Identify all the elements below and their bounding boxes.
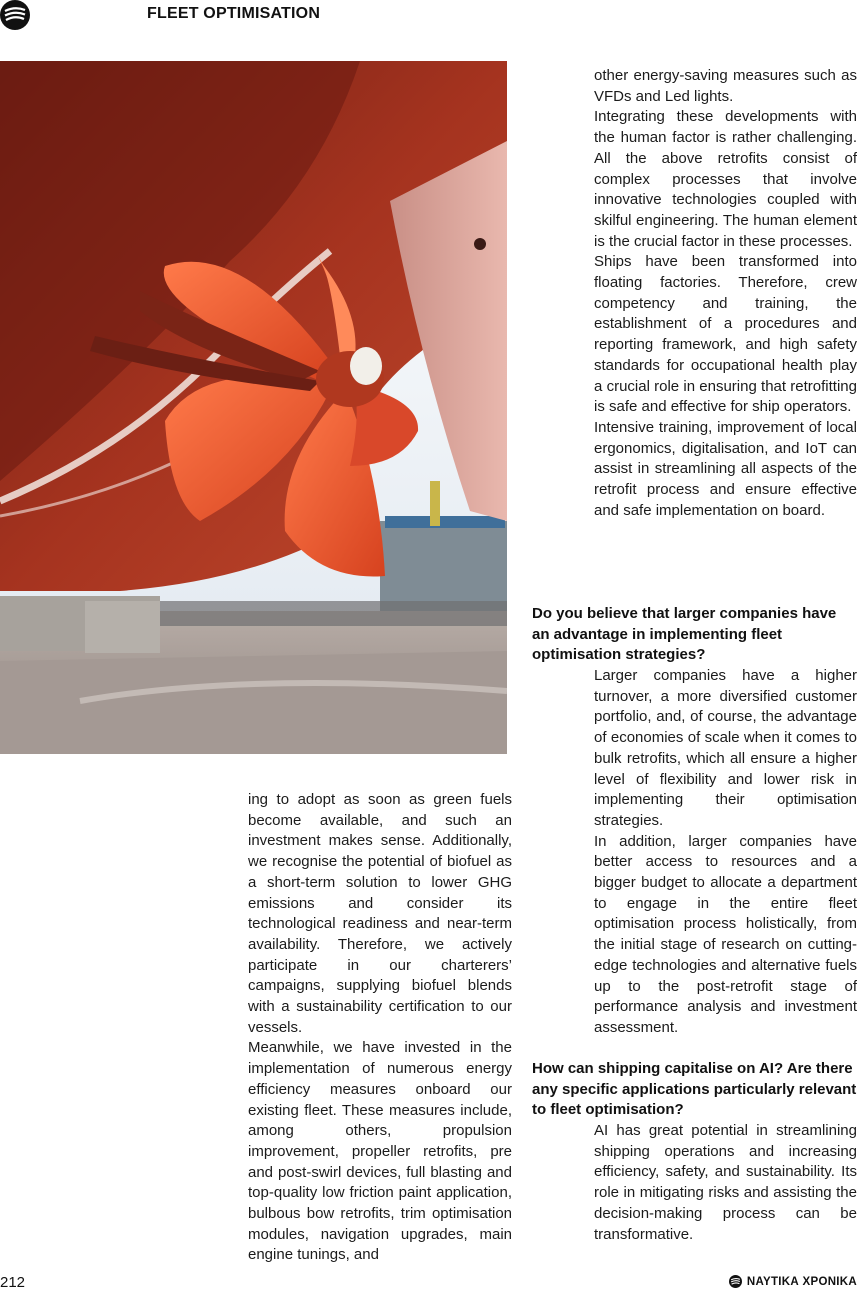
right-column	[594, 66, 857, 521]
body-paragraph: ing to adopt as soon as green fuels become available, and such an investment makes sense. Additionally, we recognise the potential of biofuel as a short-term solution to lower GHG emissions and consider its technological readiness and near-term availability. Therefore, we actively participate in our charterers’ campaigns, supplying biofuel blends with a sustainability certification to our vessels.	[248, 791, 512, 1036]
wave-logo-icon	[0, 0, 30, 30]
propeller-photo	[0, 61, 507, 754]
body-paragraph: Meanwhile, we have invested in the implementation of numerous energy efficiency measures onboard our existing fleet. These measures include, among others, propulsion improvement, propeller retrofits, pre and post-swirl devices, full blasting and top-quality low friction paint application, bulbous bow retrofits, trim optimisation modules, navigation upgrades, main engine tunings, and	[248, 1039, 512, 1264]
body-paragraph: other energy-saving measures such as VFDs and Led lights.	[594, 67, 857, 105]
interview-question: Do you believe that larger companies have an advantage in implementing fleet optimisation strategies?	[532, 605, 837, 664]
interview-question: How can shipping capitalise on AI? Are there any specific applications particularly relevant to fleet optimisation?	[532, 1060, 857, 1119]
interview-answer	[594, 666, 857, 1039]
body-paragraph: Intensive training, improvement of local ergonomics, digitalisation, and IoT can assist in streamlining all aspects of the retrofit process and ensure effective and safe implementation on board.	[594, 418, 857, 519]
answer-paragraph: Larger companies have a higher turnover, a more diversified customer portfolio, and, of course, the advantage of economies of scale when it comes to bulk retrofits, which all ensure a higher level of flexibility and lower risk in implementing their optimisation strategies.	[594, 667, 857, 829]
body-paragraph: Integrating these developments with the human factor is rather challenging. All the above retrofits consist of complex processes that involve innovative technologies coupled with skilful engineering. The human element is the crucial factor in these processes.	[594, 108, 857, 250]
page-number: 212	[0, 1274, 26, 1291]
answer-paragraph: AI has great potential in streamlining shipping operations and increasing efficiency, safety, and sustainability. Its role in mitigating risks and assisting the decision-making process can be transformative.	[594, 1122, 857, 1243]
section-title: FLEET OPTIMISATION	[147, 5, 321, 22]
body-paragraph: Ships have been transformed into floating factories. Therefore, crew competency and training, the establishment of a procedures and reporting framework, and high safety standards for occupational health play a crucial role in ensuring that retrofitting is safe and effective for ship operators.	[594, 253, 857, 416]
footer-brand	[729, 1275, 857, 1288]
interview-answer	[594, 1121, 857, 1245]
wave-logo-icon	[729, 1275, 742, 1288]
left-column	[248, 790, 512, 1266]
answer-paragraph: In addition, larger companies have better access to resources and a bigger budget to allocate a department to engage in the entire fleet optimisation process holistically, from the initial stage of research on cutting-edge technologies and alternative fuels up to the post-retrofit stage of performance analysis and investment assessment.	[594, 832, 857, 1036]
brand-name: ΝΑΥΤΙΚΑ ΧΡΟΝΙΚΑ	[746, 1275, 857, 1288]
